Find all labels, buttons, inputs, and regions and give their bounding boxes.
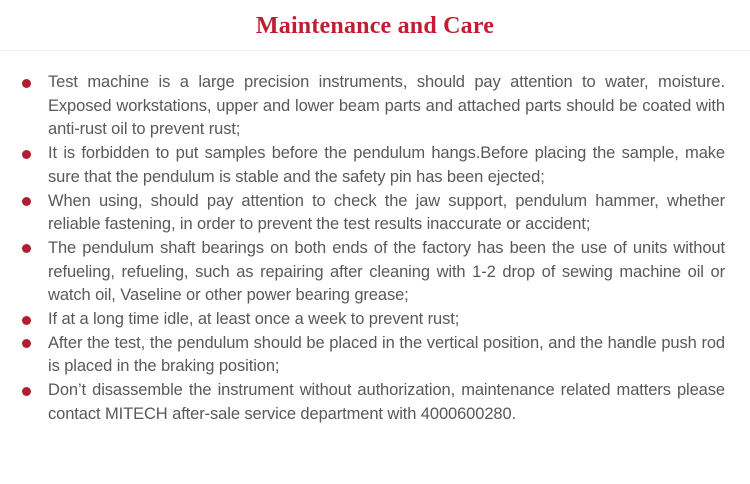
list-item-text: Test machine is a large precision instruments, should pay attention to water, moisture. Exposed workstations, upper and lower beam parts and attached parts should be coated with anti-rust oil to prevent rust;: [48, 73, 725, 139]
maintenance-instructions-list: [22, 71, 725, 427]
list-item: [22, 71, 725, 142]
bullet-icon: [22, 244, 31, 253]
bullet-icon: [22, 316, 31, 325]
list-item-text: When using, should pay attention to check the jaw support, pendulum hammer, whether reliable fastening, in order to prevent the test results inaccurate or accident;: [48, 191, 725, 234]
title-divider: [0, 50, 750, 51]
list-item: [22, 190, 725, 237]
list-item: [22, 379, 725, 426]
bullet-icon: [22, 339, 31, 348]
list-item-text: If at a long time idle, at least once a week to prevent rust;: [48, 310, 460, 329]
bullet-icon: [22, 79, 31, 88]
list-item: [22, 332, 725, 379]
bullet-icon: [22, 387, 31, 396]
list-item: [22, 237, 725, 308]
list-item: [22, 308, 725, 332]
list-item-text: Don’t disassemble the instrument without authorization, maintenance related matters please contact MITECH after-sale service department with 4000600280.: [48, 381, 725, 423]
list-item-text: It is forbidden to put samples before the pendulum hangs.Before placing the sample, make sure that the pendulum is stable and the safety pin has been ejected;: [48, 144, 725, 186]
list-item-text: After the test, the pendulum should be placed in the vertical position, and the handle push rod is placed in the braking position;: [48, 333, 725, 376]
bullet-icon: [22, 197, 31, 206]
bullet-icon: [22, 150, 31, 159]
page-title: Maintenance and Care: [255, 13, 495, 39]
list-item: [22, 142, 725, 189]
list-item-text: The pendulum shaft bearings on both ends of the factory has been the use of units without refueling, refueling, such as repairing after cleaning with 1-2 drop of sewing machine oil or watch oil, Vaseline or other power bearing grease;: [48, 238, 725, 305]
